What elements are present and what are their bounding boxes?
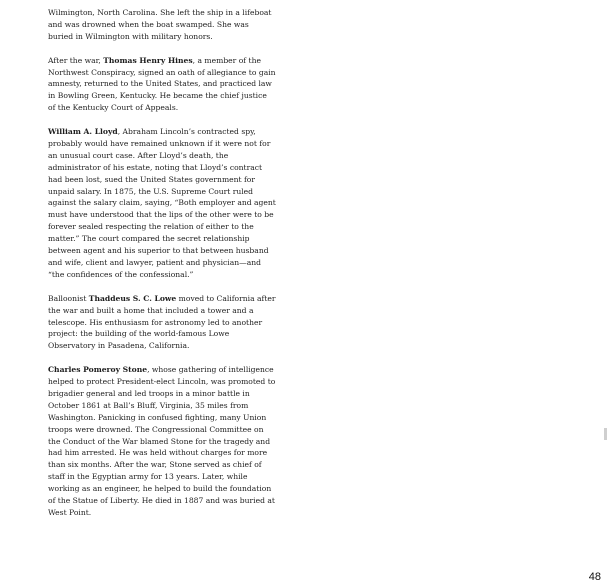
paragraph-wilmington (48, 7, 276, 43)
person-name-lowe: Thaddeus S. C. Lowe (88, 293, 177, 303)
paragraph-text: , a member of the Northwest Conspiracy, signed an oath of allegiance to gain amnesty, returned to the United States, and practiced law in Bowling Green, Kentucky. He became the chief justice of the Kentucky Court of Appeals. (48, 55, 276, 113)
page-number: 48 (588, 571, 601, 583)
paragraph-lowe (48, 293, 276, 353)
person-name-lloyd: William A. Lloyd (48, 127, 118, 137)
paragraph-stone (48, 364, 276, 519)
paragraph-text: moved to California after the war and built a home that included a tower and a telescope. His enthusiasm for astronomy led to another project: the building of the world-famous Lowe Observatory in Pasadena, California. (48, 293, 276, 351)
paragraph-pre: Balloonist (48, 293, 89, 303)
paragraph-hines (48, 55, 276, 115)
paragraph-text: Wilmington, North Carolina. She left the ship in a lifeboat and was drowned when the boat swamped. She was buried in Wilmington with military honors. (48, 8, 272, 41)
person-name-stone: Charles Pomeroy Stone (48, 365, 148, 375)
paragraph-lloyd (48, 126, 276, 281)
paragraph-pre: After the war, (48, 55, 104, 65)
person-name-hines: Thomas Henry Hines (103, 55, 193, 65)
paragraph-text: , whose gathering of intelligence helped to protect President-elect Lincoln, was promoted to brigadier general and led troops in a minor battle in October 1861 at Ball’s Bluff, Virginia, 35 miles from Washington. Panicking in confused fighting, many Union troops were drowned. The Congressional Committee on the Conduct of the War blamed Stone for the tragedy and had him arrested. He was held without charges for more than six months. After the war, Stone served as chief of staff in the Egyptian army for 13 years. Later, while working as an engineer, he helped to build the foundation of the Statue of Liberty. He died in 1887 and was buried at West Point. (48, 365, 276, 517)
paragraph-text: , Abraham Lincoln’s contracted spy, probably would have remained unknown if it were not for an unusual court case. After Lloyd’s death, the administrator of his estate, noting that Lloyd’s contract had been lost, sued the United States government for unpaid salary. In 1875, the U.S. Supreme Court ruled against the salary claim, saying, “Both employer and agent must have understood that the lips of the other were to be forever sealed respecting the relation of either to the matter.” The court compared the secret relationship between agent and his superior to that between husband and wife, client and lawyer, patient and physician—and “the confidences of the confessional.” (48, 127, 276, 279)
text-column (48, 7, 276, 531)
